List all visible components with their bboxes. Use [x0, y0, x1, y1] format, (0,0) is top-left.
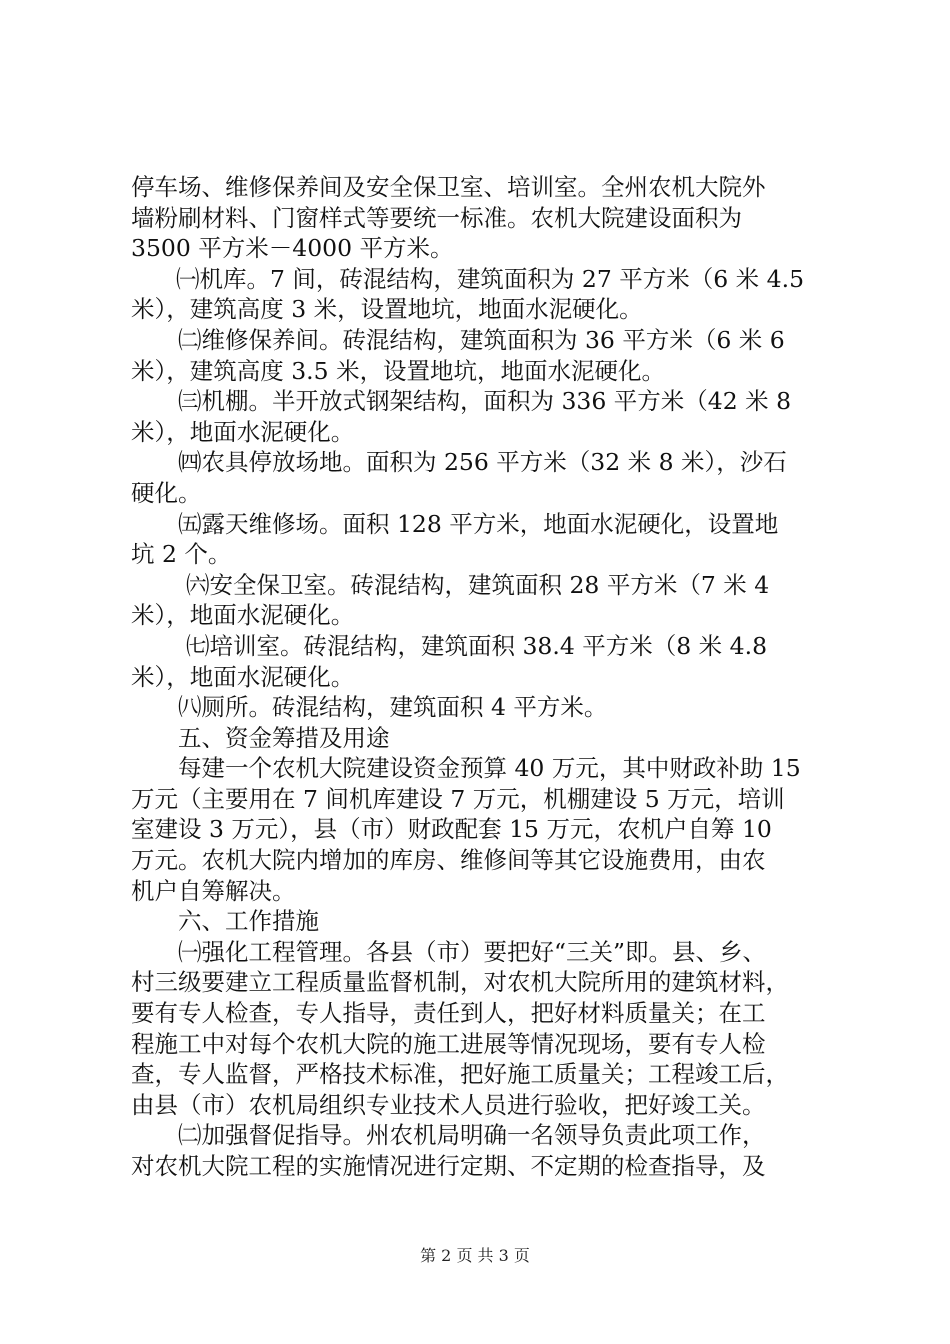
text-line: ㈥安全保卫室。砖混结构，建筑面积 28 平方米（7 米 4 — [186, 570, 770, 599]
text-line: 米），地面水泥硬化。 — [131, 662, 355, 691]
text-line: 米），建筑高度 3 米，设置地坑，地面水泥硬化。 — [131, 295, 643, 324]
text-line: ㈢机棚。半开放式钢架结构，面积为 336 平方米（42 米 8 — [178, 387, 792, 416]
text-line: 要有专人检查，专人指导，责任到人，把好材料质量关；在工 — [131, 999, 766, 1028]
text-line: ㈡加强督促指导。州农机局明确一名领导负责此项工作， — [178, 1121, 766, 1150]
text-line: ㈣农具停放场地。面积为 256 平方米（32 米 8 米），沙石 — [178, 448, 787, 477]
text-line: ㈡维修保养间。砖混结构，建筑面积为 36 平方米（6 米 6 — [178, 325, 785, 354]
text-line: ㈤露天维修场。面积 128 平方米，地面水泥硬化，设置地 — [178, 509, 779, 538]
text-line: 对农机大院工程的实施情况进行定期、不定期的检查指导，及 — [131, 1152, 766, 1180]
text-line: 停车场、维修保养间及安全保卫室、培训室。全州农机大院外 — [131, 173, 766, 201]
text-line: 查，专人监督，严格技术标准，把好施工质量关；工程竣工后， — [131, 1060, 789, 1089]
text-line: 每建一个农机大院建设资金预算 40 万元，其中财政补助 15 — [178, 754, 801, 783]
body-text — [0, 172, 950, 1182]
page-footer: 第 2 页 共 3 页 — [420, 1246, 530, 1265]
text-line: 米），地面水泥硬化。 — [131, 601, 355, 630]
text-line: 村三级要建立工程质量监督机制，对农机大院所用的建筑材料， — [131, 968, 789, 997]
text-line: 硬化。 — [131, 478, 202, 507]
text-line: 机户自筹解决。 — [131, 876, 296, 905]
text-line: 由县（市）农机局组织专业技术人员进行验收，把好竣工关。 — [131, 1090, 766, 1119]
text-line: 坑 2 个。 — [131, 540, 232, 569]
text-line: 3500 平方米－4000 平方米。 — [131, 234, 454, 263]
text-line: 米），地面水泥硬化。 — [131, 417, 355, 446]
text-line: 墙粉刷材料、门窗样式等要统一标准。农机大院建设面积为 — [131, 203, 742, 232]
text-line: 室建设 3 万元），县（市）财政配套 15 万元，农机户自筹 10 — [131, 815, 772, 844]
section-heading: 六、工作措施 — [178, 907, 319, 936]
text-line: ㈦培训室。砖混结构，建筑面积 38.4 平方米（8 米 4.8 — [186, 631, 768, 660]
text-line: 万元（主要用在 7 间机库建设 7 万元，机棚建设 5 万元，培训 — [131, 784, 785, 813]
section-heading: 五、资金筹措及用途 — [178, 723, 390, 752]
text-line: ㈧厕所。砖混结构，建筑面积 4 平方米。 — [178, 693, 608, 722]
text-line: 万元。农机大院内增加的库房、维修间等其它设施费用，由农 — [131, 846, 766, 875]
text-line: 程施工中对每个农机大院的施工进展等情况现场，要有专人检 — [131, 1029, 766, 1058]
text-line: 米），建筑高度 3.5 米，设置地坑，地面水泥硬化。 — [131, 356, 666, 385]
text-line: ㈠强化工程管理。各县（市）要把好“三关”即。县、乡、 — [178, 937, 767, 966]
text-line: ㈠机库。7 间，砖混结构，建筑面积为 27 平方米（6 米 4.5 — [176, 264, 805, 293]
